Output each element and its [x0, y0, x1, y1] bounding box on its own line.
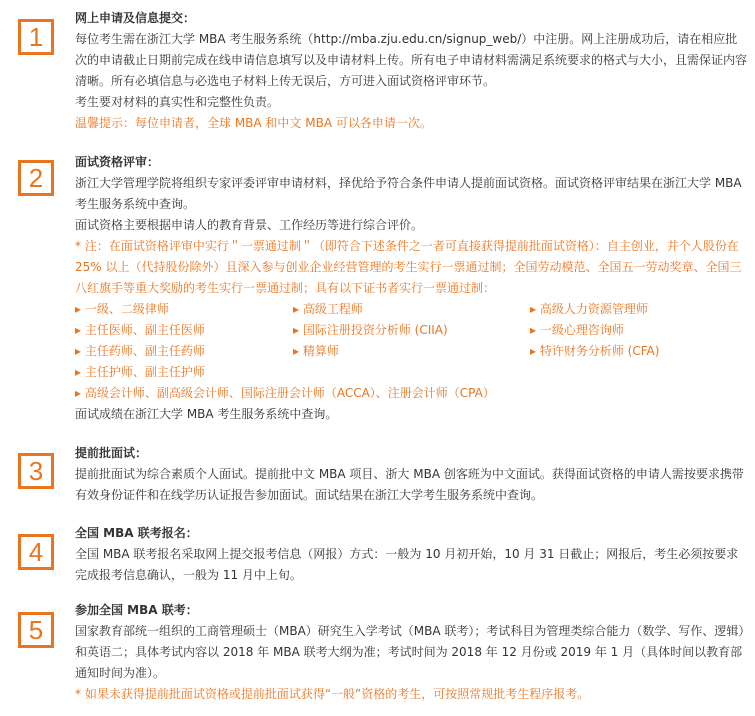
step-number-badge: 3: [18, 453, 54, 489]
step-number-badge: 4: [18, 534, 54, 570]
step-paragraph: 考生要对材料的真实性和完整性负责。: [75, 95, 280, 109]
step-title: 面试资格评审：: [75, 155, 160, 169]
step-title: 网上申请及信息提交：: [75, 11, 196, 25]
step-number-badge: 5: [18, 612, 54, 648]
certificate-row: [75, 341, 747, 362]
step-note: * 注：在面试资格评审中实行＂一票通过制＂（即符合下述条件之一者可直接获得提前批面试资格）：自主创业，并个人股份在 25% 以上（代持股份除外）且深入参与创业企业经营管理的考生实行一票通过制；全国劳动模范、全国五一劳动奖章、全国三八红旗手等重大奖励的考生实行一票通过制；具有以下证书者实行一票通过制：: [75, 239, 742, 295]
step-number-badge: 2: [18, 160, 54, 196]
step-paragraph: 提前批面试为综合素质个人面试。提前批中文 MBA 项目、浙大 MBA 创客班为中文面试。获得面试资格的申请人需按要求携带有效身份证件和在线学历认证报告参加面试。面试结果在浙江大学考生服务系统中查询。: [75, 467, 744, 502]
step-paragraph: 面试资格主要根据申请人的教育背景、工作经历等进行综合评价。: [75, 218, 424, 232]
step-note: 温馨提示：每位申请者，全球 MBA 和中文 MBA 可以各申请一次。: [75, 116, 432, 130]
step-content: [75, 600, 747, 705]
certificate-list: [75, 299, 747, 404]
certificate-row: [75, 299, 747, 320]
step-paragraph: 国家教育部统一组织的工商管理硕士（MBA）研究生入学考试（MBA 联考）；考试科目为管理类综合能力（数学、写作、逻辑）和英语二；具体考试内容以 2018 年 MBA 联考大纲为准；考试时间为 2018 年 12 月份或 2019 年 1 月（具体时间以教育部通知时间为准）。: [75, 624, 745, 680]
step-paragraph: 每位考生需在浙江大学 MBA 考生服务系统（http://mba.zju.edu.cn/signup_web/）中注册。网上注册成功后，请在相应批次的申请截止日期前完成在线申请信息填写以及申请材料上传。所有电子申请材料需满足系统要求的格式与大小，且需保证内容清晰。所有必填信息与必选电子材料上传无误后，方可进入面试资格评审环节。: [75, 32, 748, 88]
certificate-item: ▸ 主任医师、副主任医师: [75, 323, 205, 337]
certificate-row: [75, 362, 747, 383]
step-number-badge: 1: [18, 19, 54, 55]
step-title: 参加全国 MBA 联考：: [75, 603, 198, 617]
certificate-item: ▸ 精算师: [293, 344, 339, 358]
step-content: [75, 523, 747, 586]
certificate-row: [75, 383, 747, 404]
step-content: [75, 443, 747, 506]
certificate-item: ▸ 高级人力资源管理师: [530, 302, 648, 316]
certificate-item: ▸ 国际注册投资分析师 (CIIA): [293, 323, 448, 337]
certificate-item: ▸ 特许财务分析师 (CFA): [530, 344, 660, 358]
step-footer: 面试成绩在浙江大学 MBA 考生服务系统中查询。: [75, 407, 338, 421]
step-note: * 如果未获得提前批面试资格或提前批面试获得“一般”资格的考生，可按照常规批考生程序报考。: [75, 687, 590, 701]
certificate-item: ▸ 高级会计师、副高级会计师、国际注册会计师（ACCA）、注册会计师（CPA）: [75, 386, 495, 400]
certificate-item: ▸ 主任护师、副主任护师: [75, 365, 205, 379]
certificate-item: ▸ 主任药师、副主任药师: [75, 344, 205, 358]
step-title: 全国 MBA 联考报名：: [75, 526, 198, 540]
step-content: [75, 8, 747, 134]
certificate-item: ▸ 一级心理咨询师: [530, 323, 624, 337]
certificate-item: ▸ 一级、二级律师: [75, 302, 169, 316]
step-content: [75, 152, 747, 425]
step-paragraph: 全国 MBA 联考报名采取网上提交报考信息（网报）方式：一般为 10 月初开始，10 月 31 日截止；网报后，考生必须按要求完成报考信息确认，一般为 11 月中上旬。: [75, 547, 739, 582]
step-title: 提前批面试：: [75, 446, 148, 460]
step-paragraph: 浙江大学管理学院将组织专家评委评审申请材料，择优给予符合条件申请人提前面试资格。面试资格评审结果在浙江大学 MBA 考生服务系统中查询。: [75, 176, 742, 211]
certificate-row: [75, 320, 747, 341]
certificate-item: ▸ 高级工程师: [293, 302, 363, 316]
